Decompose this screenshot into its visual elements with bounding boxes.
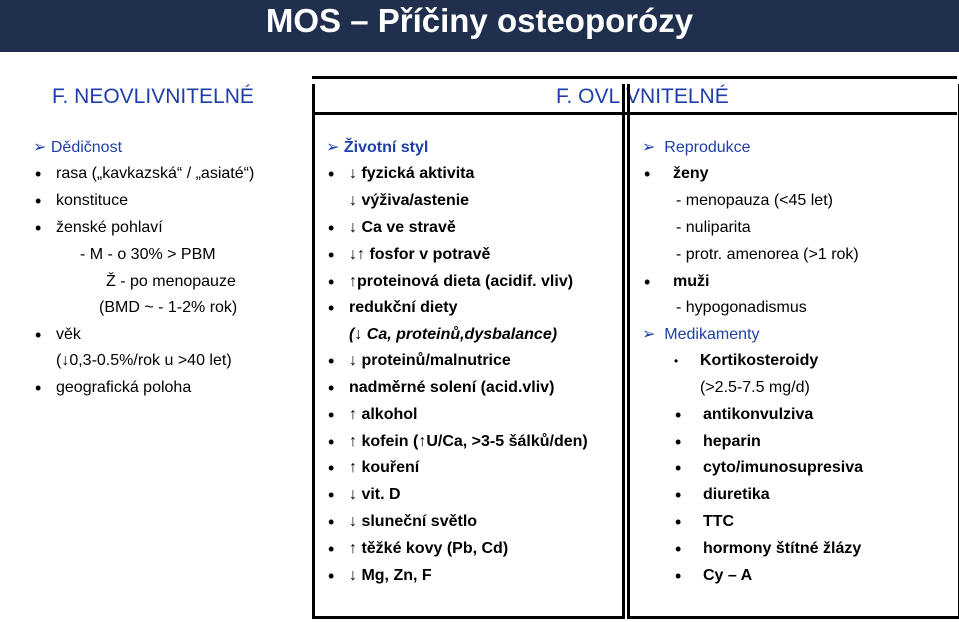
arrowhead-bullet-icon: ➢ (326, 139, 340, 156)
arrowhead-bullet-icon: ➢ (642, 139, 656, 156)
right-item-zeny: ženy (673, 165, 709, 182)
mid-item-alkohol: ↑ alkohol (349, 406, 418, 423)
arrowhead-bullet-icon: ➢ (33, 139, 47, 156)
mid-item-vyziva: ↓ výživa/astenie (349, 192, 470, 209)
bullet-dot: • (328, 218, 335, 238)
bullet-dot: • (644, 164, 651, 184)
table-top-border (312, 76, 957, 79)
bullet-dot: • (328, 539, 335, 559)
mid-item-zivotni-styl: ➢ Životní styl (326, 139, 429, 156)
arrowhead-bullet-icon: ➢ (642, 326, 656, 343)
mid-item-koureni: ↑ kouření (349, 459, 420, 476)
page-title: MOS – Příčiny osteoporózy (265, 2, 694, 39)
bullet-dot: • (675, 405, 682, 425)
bullet-dot: • (328, 512, 335, 532)
bullet-dot: • (328, 405, 335, 425)
right-item-antikonvulziva: antikonvulziva (703, 406, 814, 423)
bullet-dot: • (675, 566, 682, 586)
right-item-menopauza: - menopauza (<45 let) (676, 192, 833, 209)
right-item-diuretika: diuretika (703, 486, 770, 503)
bullet-dot: • (35, 164, 42, 184)
left-item-m: - M - o 30% > PBM (80, 246, 216, 263)
bullet-dot: • (675, 485, 682, 505)
bullet-dot: • (328, 566, 335, 586)
mid-item-redukcni-detail: (↓ Ca, proteinů,dysbalance) (349, 326, 558, 343)
left-item-konstituce: konstituce (56, 192, 129, 209)
mid-item-fyzicka-aktivita: ↓ fyzická aktivita (349, 165, 475, 182)
bullet-dot: • (35, 218, 42, 238)
mid-item-tezke-kovy: ↑ těžké kovy (Pb, Cd) (349, 540, 509, 557)
mid-item-redukcni-diety: redukční diety (349, 299, 458, 316)
title-bar (0, 0, 959, 52)
right-item-kortikosteroidy: Kortikosteroidy (700, 352, 819, 369)
mid-item-slunecni-svetlo: ↓ sluneční světlo (349, 513, 478, 530)
right-item-ttc: TTC (703, 513, 735, 530)
mid-item-soleni: nadměrné solení (acid.vliv) (349, 379, 555, 396)
mid-item-mg-zn-f: ↓ Mg, Zn, F (349, 567, 432, 584)
left-item-zenske-pohlavi: ženské pohlaví (56, 219, 163, 236)
right-item-kortikosteroidy-dose: (>2.5-7.5 mg/d) (700, 379, 810, 396)
right-item-hormony: hormony štítné žlázy (703, 540, 862, 557)
mid-item-vit-d: ↓ vit. D (349, 486, 401, 503)
right-item-amenorea: - protr. amenorea (>1 rok) (676, 246, 859, 263)
left-item-rasa: rasa („kavkazská“ / „asiaté“) (56, 165, 255, 182)
bullet-dot-small: • (674, 354, 679, 368)
bullet-dot: • (328, 245, 335, 265)
bullet-dot: • (328, 351, 335, 371)
right-header: F. OVLIVNITELNÉ (556, 85, 729, 108)
bullet-dot: • (328, 272, 335, 292)
bullet-dot: • (328, 485, 335, 505)
bullet-dot: • (675, 539, 682, 559)
right-item-reprodukce: ➢ Reprodukce (642, 139, 751, 156)
bullet-dot: • (644, 272, 651, 292)
bullet-dot: • (675, 432, 682, 452)
bullet-dot: • (675, 512, 682, 532)
mid-item-kofein: ↑ kofein (↑U/Ca, >3-5 šálků/den) (349, 433, 588, 450)
mid-item-fosfor: ↓↑ fosfor v potravě (349, 246, 491, 263)
left-item-geograficka: geografická poloha (56, 379, 192, 396)
left-item-bmd: (BMD ~ - 1-2% rok) (99, 299, 238, 316)
left-item-z: Ž - po menopauze (106, 273, 236, 290)
left-header: F. NEOVLIVNITELNÉ (52, 85, 254, 108)
right-item-cy-a: Cy – A (703, 567, 753, 584)
bullet-dot: • (328, 378, 335, 398)
bullet-dot: • (328, 298, 335, 318)
mid-item-ca: ↓ Ca ve stravě (349, 219, 456, 236)
bullet-dot: • (328, 458, 335, 478)
mid-item-proteinova-dieta: ↑proteinová dieta (acidif. vliv) (349, 273, 574, 290)
right-item-muzi: muži (673, 273, 710, 290)
left-item-dedicnost: ➢ Dědičnost (33, 139, 123, 156)
right-item-hypogonadismus: - hypogonadismus (676, 299, 807, 316)
right-item-heparin: heparin (703, 433, 761, 450)
left-item-vek-detail: (↓0,3-0.5%/rok u >40 let) (56, 352, 232, 369)
right-item-medikamenty: ➢ Medikamenty (642, 326, 760, 343)
bullet-dot: • (35, 325, 42, 345)
bullet-dot: • (328, 164, 335, 184)
mid-item-proteinu: ↓ proteinů/malnutrice (349, 352, 511, 369)
bullet-dot: • (35, 191, 42, 211)
bullet-dot: • (35, 378, 42, 398)
right-item-cyto: cyto/imunosupresiva (703, 459, 864, 476)
left-item-vek: věk (56, 326, 81, 343)
bullet-dot: • (675, 458, 682, 478)
bullet-dot: • (328, 432, 335, 452)
right-item-nuliparita: - nuliparita (676, 219, 751, 236)
